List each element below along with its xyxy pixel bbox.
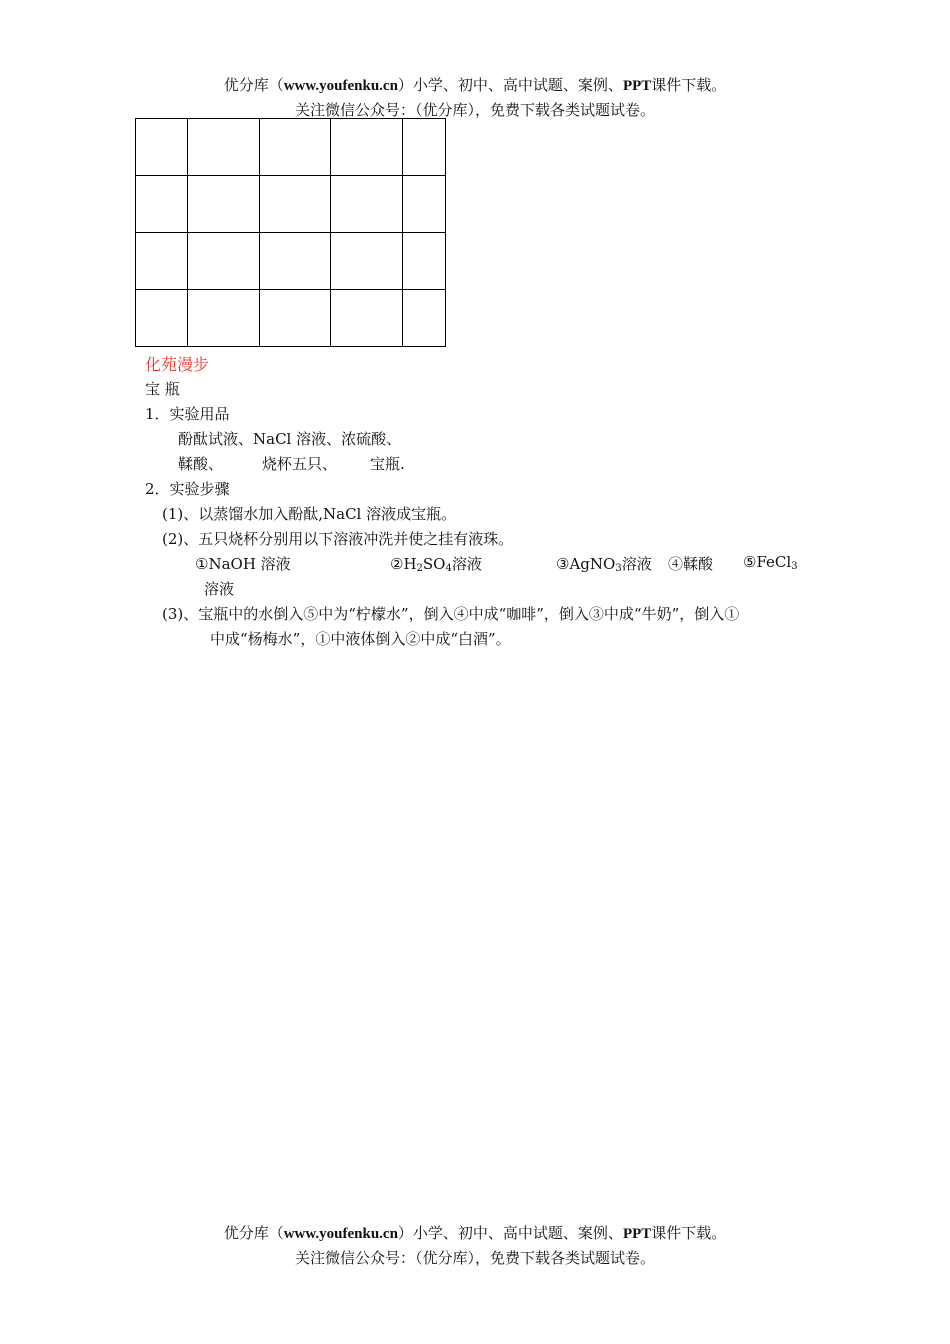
item1-title: 1．实验用品 xyxy=(145,405,230,423)
footer-line-2: 关注微信公众号：（优分库），免费下载各类试题试卷。 xyxy=(294,1249,655,1267)
table-row xyxy=(136,119,446,176)
header-site-link[interactable]: www.youfenku.cn xyxy=(283,78,398,94)
step-1: (1)、以蒸馏水加入酚酞,NaCl 溶液成宝瓶。 xyxy=(162,505,457,523)
header-line-1: 优分库（www.youfenku.cn）小学、初中、高中试题、案例、PPT课件下载。 xyxy=(223,76,727,94)
solution-4: ④鞣酸 xyxy=(668,555,714,573)
item2-title: 2．实验步骤 xyxy=(145,480,230,498)
item1-line1: 酚酞试液、NaCl 溶液、浓硫酸、 xyxy=(178,430,402,448)
item1-line2c: 宝瓶. xyxy=(370,455,405,473)
step-3-line-1: (3)、宝瓶中的水倒入⑤中为“柠檬水”，倒入④中成“咖啡”，倒入③中成“牛奶”，倒入① xyxy=(162,605,740,623)
solution-5-cont: 溶液 xyxy=(204,580,235,598)
footer-site-link[interactable]: www.youfenku.cn xyxy=(283,1226,398,1242)
empty-table xyxy=(135,118,446,347)
step-2: (2)、五只烧杯分别用以下溶液冲洗并使之挂有液珠。 xyxy=(162,530,514,548)
step-3-line-2: 中成“杨梅水”，①中液体倒入②中成“白酒”。 xyxy=(210,630,511,648)
table-row xyxy=(136,233,446,290)
item1-line2a: 鞣酸、 xyxy=(178,455,224,473)
section-subtitle: 宝 瓶 xyxy=(145,380,180,398)
solution-3: ③AgNO$_3$溶液 xyxy=(556,555,652,574)
section-title: 化苑漫步 xyxy=(145,355,210,374)
solution-1: ①NaOH 溶液 xyxy=(195,555,291,573)
item1-line2b: 烧杯五只、 xyxy=(262,455,338,473)
table-row xyxy=(136,290,446,347)
solution-5: ⑤FeCl$_3$ xyxy=(743,553,798,572)
header-line-2: 关注微信公众号：（优分库），免费下载各类试题试卷。 xyxy=(294,101,655,119)
footer-line-1: 优分库（www.youfenku.cn）小学、初中、高中试题、案例、PPT课件下载。 xyxy=(223,1224,727,1242)
solution-2: $②H_2SO_4$溶液 xyxy=(390,555,482,574)
table-row xyxy=(136,176,446,233)
